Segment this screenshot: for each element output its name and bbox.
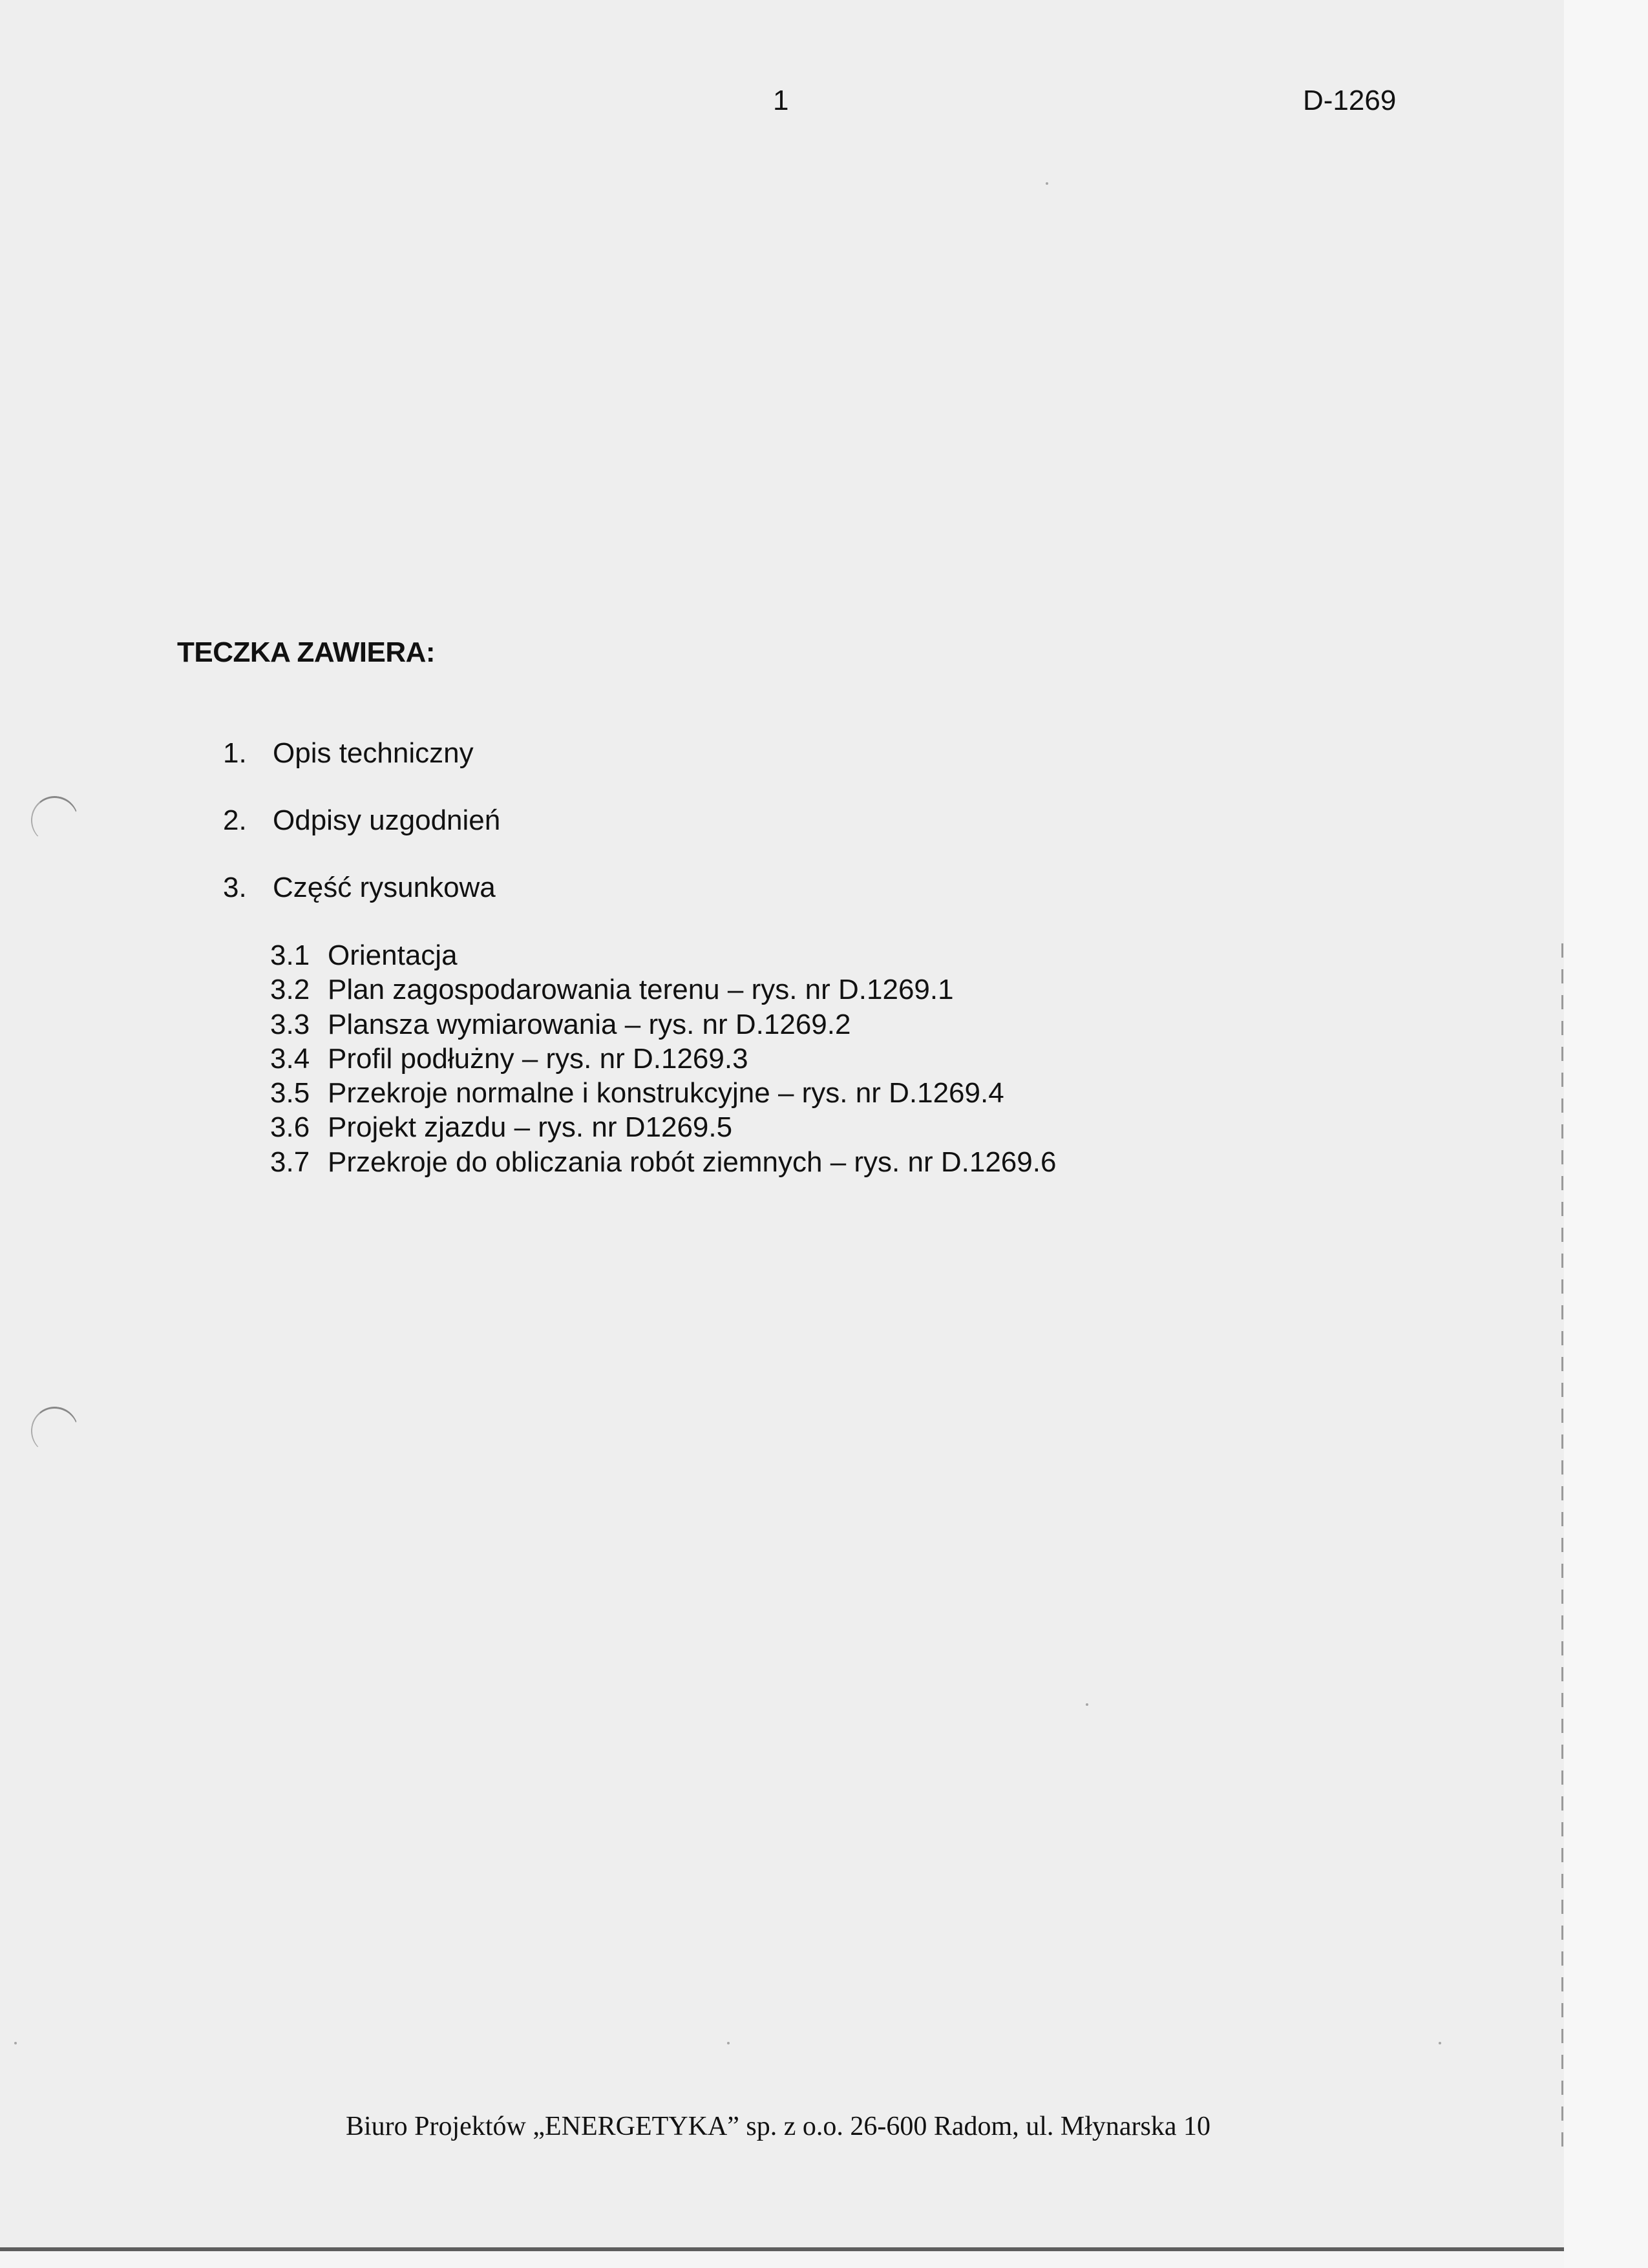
- scan-speck: [14, 2042, 17, 2044]
- scan-edge-line: [1561, 943, 1563, 2158]
- list-item: [270, 1007, 1056, 1042]
- list-item: [223, 870, 500, 937]
- list-item: [223, 735, 500, 803]
- contents-list: [223, 735, 500, 937]
- item-label: Projekt zjazdu – rys. nr D1269.5: [328, 1111, 733, 1144]
- item-label: Przekroje do obliczania robót ziemnych – rys. nr D.1269.6: [328, 1146, 1057, 1178]
- page-number: 1: [773, 85, 789, 116]
- item-number: 3.3: [270, 1008, 310, 1040]
- item-number: 3.4: [270, 1042, 310, 1075]
- item-number: 3.7: [270, 1146, 310, 1178]
- item-label: Przekroje normalne i konstrukcyjne – rys. nr D.1269.4: [328, 1077, 1004, 1109]
- scan-margin-bottom: [0, 2251, 1564, 2268]
- item-label: Część rysunkowa: [273, 872, 496, 903]
- item-label: Profil podłużny – rys. nr D.1269.3: [328, 1042, 748, 1075]
- scan-speck: [1086, 1703, 1088, 1706]
- company-footer: Biuro Projektów „ENERGETYKA” sp. z o.o. 26-600 Radom, ul. Młynarska 10: [346, 2112, 1210, 2141]
- item-number: 3.6: [270, 1111, 310, 1144]
- item-label: Odpisy uzgodnień: [273, 804, 501, 836]
- drawings-sublist: [270, 938, 1056, 1179]
- list-item: [270, 1110, 1056, 1144]
- item-label: Plan zagospodarowania terenu – rys. nr D.1269.1: [328, 974, 954, 1006]
- scan-speck: [1439, 2042, 1441, 2044]
- contents-heading: TECZKA ZAWIERA:: [177, 636, 436, 668]
- scan-speck: [1046, 182, 1048, 185]
- item-label: Orientacja: [328, 940, 458, 971]
- list-item: [270, 972, 1056, 1007]
- list-item: [270, 1042, 1056, 1076]
- scan-speck: [727, 2042, 730, 2044]
- list-item: [270, 1145, 1056, 1179]
- scan-margin-right: [1564, 0, 1648, 2268]
- list-item: [270, 938, 1056, 972]
- item-label: Plansza wymiarowania – rys. nr D.1269.2: [328, 1008, 851, 1040]
- item-number: 3.: [223, 872, 247, 903]
- list-item: [270, 1076, 1056, 1110]
- item-number: 3.2: [270, 974, 310, 1006]
- item-number: 3.1: [270, 940, 310, 971]
- item-label: Opis techniczny: [273, 737, 474, 769]
- item-number: 3.5: [270, 1077, 310, 1109]
- item-number: 1.: [223, 737, 247, 769]
- list-item: [223, 803, 500, 870]
- item-number: 2.: [223, 804, 247, 836]
- document-code: D-1269: [1303, 85, 1397, 116]
